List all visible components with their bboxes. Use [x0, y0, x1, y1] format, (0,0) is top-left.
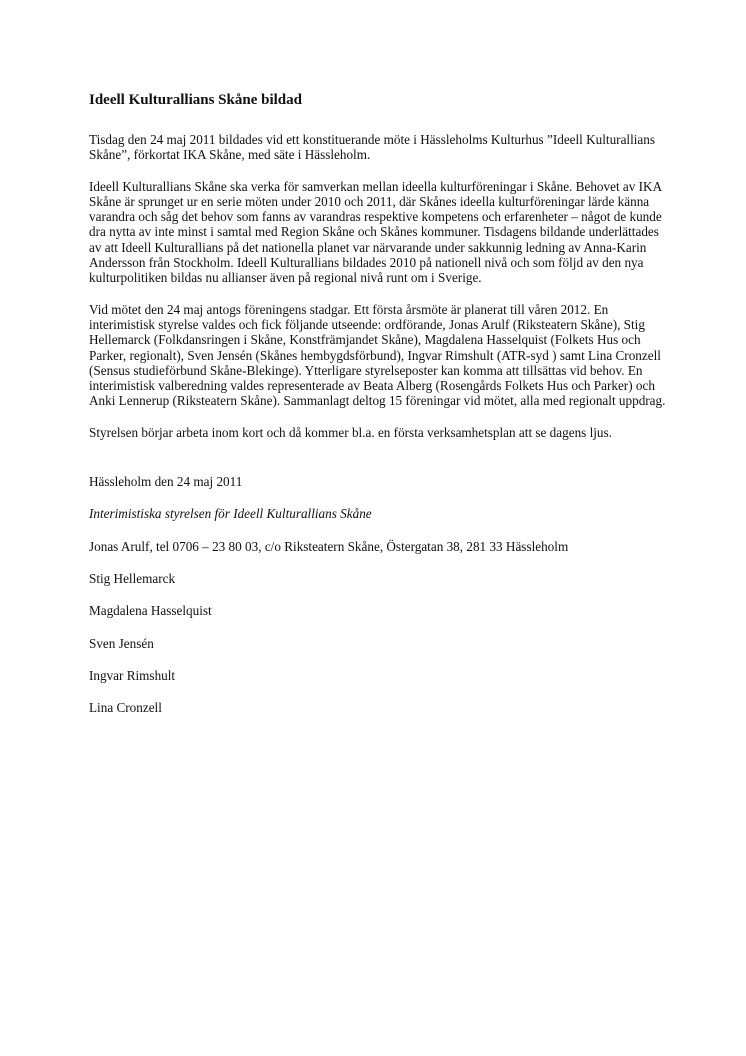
- signatory: Interimistiska styrelsen för Ideell Kulturallians Skåne: [89, 506, 372, 522]
- place-date: Hässleholm den 24 maj 2011: [89, 474, 243, 490]
- contact-line: Jonas Arulf, tel 0706 – 23 80 03, c/o Riksteatern Skåne, Östergatan 38, 281 33 Hässleholm: [89, 538, 569, 554]
- member-name: Sven Jensén: [89, 635, 154, 651]
- paragraph-meeting: Vid mötet den 24 maj antogs föreningens stadgar. Ett första årsmöte är planerat till våren 2012. En interimistisk styrelse valdes och fick följande utseende: ordförande, Jonas Arulf (Riksteatern Skåne), Stig Hellemarck (Folkdansringen i Skåne, Konstfrämjandet Skåne), Magdalena Hasselquist (Folkets Hus och Parker, regionalt), Sven Jensén (Skånes hembygdsförbund), Ingvar Rimshult (ATR-syd ) samt Lina Cronzell (Sensus studieförbund Skåne-Blekinge). Ytterligare styrelseposter kan komma att tillsättas vid behov. En interimistisk valberedning valdes representerade av Beata Alberg (Rosengårds Folkets Hus och Parker) och Anki Lennerup (Riksteatern Skåne). Sammanlagt deltog 15 föreningar vid mötet, alla med regionalt uppdrag.: [89, 301, 666, 409]
- member-name: Stig Hellemarck: [89, 570, 176, 586]
- paragraph-purpose: Ideell Kulturallians Skåne ska verka för samverkan mellan ideella kulturföreningar i Skåne. Behovet av IKA Skåne är sprunget ur en serie möten under 2010 och 2011, där Skånes ideella kulturföreningar lärde känna varandra och såg det behov som fanns av varandras respektive kompetens och erfarenheter – något de kunde dra nytta av inte minst i samtal med Region Skåne och Skånes kommuner. Tisdagens bildande underlättades av att Ideell Kulturallians på det nationella planet var närvarande under sakkunnig ledning av Anna-Karin Andersson från Stockholm. Ideell Kulturallians bildades 2010 på nationell nivå och som följd av den nya kulturpolitiken bildas nu allianser även på regional nivå runt om i Sverige.: [89, 178, 662, 286]
- signature-block: [89, 474, 669, 715]
- member-name: Ingvar Rimshult: [89, 667, 176, 683]
- member-name: Magdalena Hasselquist: [89, 603, 212, 619]
- paragraph-next-steps: Styrelsen börjar arbeta inom kort och då kommer bl.a. en första verksamhetsplan att se dagens ljus.: [89, 424, 612, 440]
- member-name: Lina Cronzell: [89, 700, 162, 716]
- paragraph-intro: Tisdag den 24 maj 2011 bildades vid ett konstituerande möte i Hässleholms Kulturhus ”Ideell Kulturallians Skåne”, förkortat IKA Skåne, med säte i Hässleholm.: [89, 132, 655, 163]
- document-page: [89, 90, 669, 732]
- document-title: Ideell Kulturallians Skåne bildad: [89, 92, 302, 108]
